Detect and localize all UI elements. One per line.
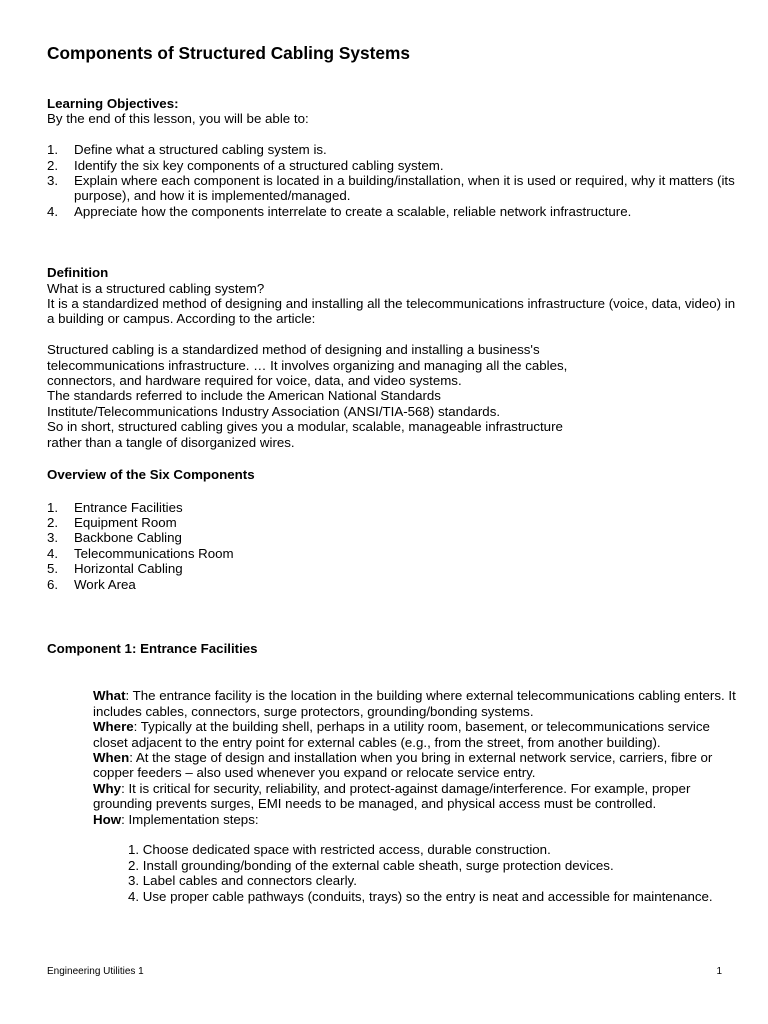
list-item: 1. Define what a structured cabling system is. <box>47 142 327 158</box>
definition-question: What is a structured cabling system? <box>47 280 265 296</box>
list-item: 5. Horizontal Cabling <box>47 561 183 577</box>
page-number: 1 <box>716 966 722 977</box>
definition-paragraph: It is a standardized method of designing and installing all the telecommunications infrastructure (voice, data, video) in a building or campus. According to the article: <box>47 296 736 327</box>
list-item: 2. Equipment Room <box>47 514 177 530</box>
document-title: Components of Structured Cabling Systems <box>47 43 410 63</box>
list-item: 4. Use proper cable pathways (conduits, trays) so the entry is neat and accessible for maintenance. <box>128 888 713 904</box>
component1-body <box>47 688 737 827</box>
list-item: 1. Entrance Facilities <box>47 499 183 515</box>
component1-why: Why: It is critical for security, reliability, and protect-against damage/interference. For example, proper grounding prevents surges, EMI needs to be managed, and physical access must be controlled. <box>93 780 691 812</box>
objectives-intro: By the end of this lesson, you will be able to: <box>47 111 309 127</box>
document-page <box>47 42 737 904</box>
component1-heading: Component 1: Entrance Facilities <box>47 640 258 656</box>
component1-how: How: Implementation steps: <box>93 811 259 827</box>
list-item: 1. Choose dedicated space with restricted access, durable construction. <box>128 842 551 858</box>
component1-what: What: The entrance facility is the location in the building where external telecommunications cabling enters. It includes cables, connectors, surge protectors, grounding/bonding systems. <box>93 688 736 719</box>
list-item: 4. Telecommunications Room <box>47 545 234 561</box>
definition-quote: Structured cabling is a standardized method of designing and installing a business's telecommunications infrastructure. … It involves organizing and managing all the cables, connectors, and hardware required for voice, data, and video systems. The standards referred to include the American National Standards Institute/Telecommunications Industry Association (ANSI/TIA-568) standards. So in short, structured cabling gives you a modular, scalable, manageable infrastructure rather than a tangle of disorganized wires. <box>47 342 568 450</box>
list-item: 3. Label cables and connectors clearly. <box>128 873 357 889</box>
component1-where: Where: Typically at the building shell, perhaps in a utility room, basement, or telecommunications service closet adjacent to the entry point for external cables (e.g., from the street, from another building). <box>93 719 710 750</box>
page-footer <box>47 966 722 978</box>
objectives-heading: Learning Objectives: <box>47 96 179 111</box>
list-item: 2. Identify the six key components of a structured cabling system. <box>47 157 444 173</box>
list-item: 2. Install grounding/bonding of the external cable sheath, surge protection devices. <box>128 857 614 873</box>
objectives-list <box>47 142 737 219</box>
overview-list <box>47 500 737 592</box>
list-item: 6. Work Area <box>47 576 136 592</box>
component1-when: When: At the stage of design and installation when you bring in external network service, carriers, fibre or copper feeders – also used whenever you expand or relocate service entry. <box>93 749 713 781</box>
definition-heading: Definition <box>47 265 109 281</box>
list-item: 3. Backbone Cabling <box>47 530 182 546</box>
footer-course-name: Engineering Utilities 1 <box>47 966 144 977</box>
overview-heading: Overview of the Six Components <box>47 467 255 483</box>
list-item: 4. Appreciate how the components interrelate to create a scalable, reliable network infrastructure. <box>47 203 632 219</box>
list-item: 3. Explain where each component is located in a building/installation, when it is used or required, why it matters (its purpose), and how it is implemented/managed. <box>47 173 735 204</box>
component1-steps <box>47 842 737 904</box>
